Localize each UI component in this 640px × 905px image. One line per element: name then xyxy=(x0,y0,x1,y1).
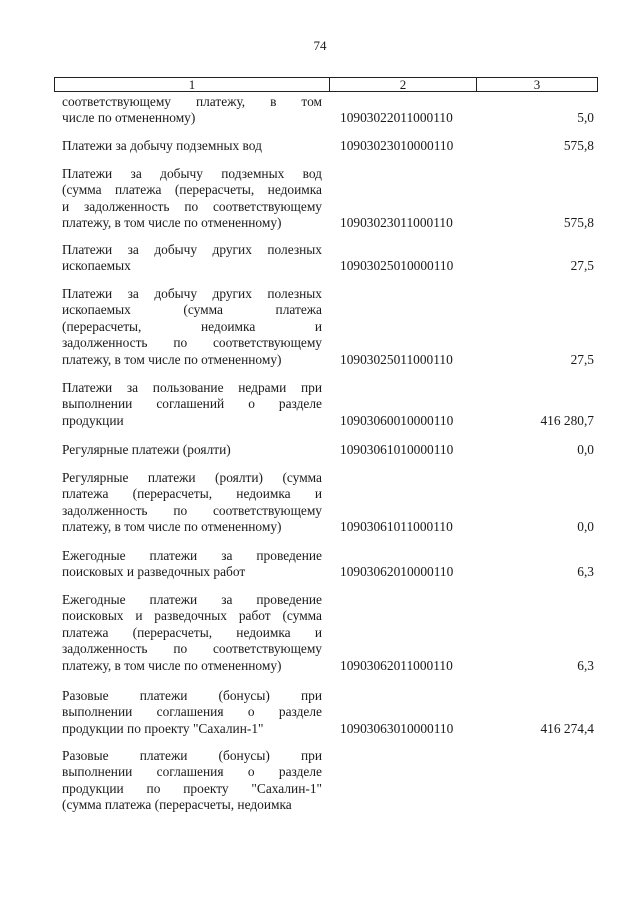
description-line: Регулярные платежи (роялти) xyxy=(62,442,231,457)
description-line: Разовые платежи (бонусы) при xyxy=(62,748,322,763)
row-description xyxy=(62,138,322,154)
description-line: соответствующему платежу, в том xyxy=(62,94,322,109)
header-col-1: 1 xyxy=(55,78,330,91)
row-amount: 5,0 xyxy=(577,110,594,126)
description-line: платежу, в том числе по отмененному) xyxy=(62,215,282,231)
description-line: задолженность по соответствующему xyxy=(62,641,322,657)
row-code: 10903061010000110 xyxy=(340,442,454,457)
description-line: (сумма платежа (перерасчеты, недоимка xyxy=(62,182,322,198)
row-description xyxy=(62,380,322,429)
row-description xyxy=(62,548,322,581)
row-description xyxy=(62,748,322,814)
description-line: Регулярные платежи (роялти) (сумма xyxy=(62,470,322,485)
description-line: Платежи за пользование недрами при xyxy=(62,380,322,395)
row-amount: 27,5 xyxy=(570,351,594,367)
row-code: 10903023011000110 xyxy=(340,215,453,231)
description-line: поисковых и разведочных работ (сумма xyxy=(62,608,322,624)
description-line: платежу, в том числе по отмененному) xyxy=(62,519,282,535)
description-line: (сумма платежа (перерасчеты, недоимка xyxy=(62,797,292,813)
description-line: платежа (перерасчеты, недоимка и xyxy=(62,624,322,640)
row-amount: 27,5 xyxy=(570,258,594,274)
description-line: числе по отмененному) xyxy=(62,110,196,126)
row-code: 10903062010000110 xyxy=(340,564,454,580)
description-line: Ежегодные платежи за проведение xyxy=(62,592,322,607)
row-description xyxy=(62,470,322,536)
table-header xyxy=(54,77,598,92)
row-code: 10903023010000110 xyxy=(340,138,454,153)
row-amount: 6,3 xyxy=(577,657,594,673)
header-col-3: 3 xyxy=(533,77,541,92)
row-description xyxy=(62,94,322,127)
description-line: продукции по проекту "Сахалин-1" xyxy=(62,720,264,736)
row-description xyxy=(62,286,322,368)
row-code: 10903063010000110 xyxy=(340,720,454,736)
row-code: 10903025010000110 xyxy=(340,258,454,274)
page-number: 74 xyxy=(313,38,327,53)
description-line: Ежегодные платежи за проведение xyxy=(62,548,322,563)
description-line: выполнении соглашения о разделе xyxy=(62,764,322,780)
row-amount: 6,3 xyxy=(577,564,594,580)
description-line: задолженность по соответствующему xyxy=(62,502,322,518)
row-amount: 575,8 xyxy=(563,215,594,231)
description-line: платежу, в том числе по отмененному) xyxy=(62,351,282,367)
description-line: платежа (перерасчеты, недоимка и xyxy=(62,486,322,502)
description-line: Платежи за добычу подземных вод xyxy=(62,166,322,181)
row-code: 10903061011000110 xyxy=(340,519,453,535)
row-code: 10903062011000110 xyxy=(340,657,453,673)
description-line: (перерасчеты, недоимка и xyxy=(62,318,322,334)
description-line: Разовые платежи (бонусы) при xyxy=(62,688,322,703)
row-code: 10903025011000110 xyxy=(340,351,453,367)
description-line: выполнении соглашений о разделе xyxy=(62,396,322,412)
description-line: Платежи за добычу других полезных xyxy=(62,242,322,257)
header-col-2: 2 xyxy=(330,78,477,91)
row-description xyxy=(62,442,322,458)
row-amount: 416 280,7 xyxy=(540,412,594,428)
description-line: выполнении соглашения о разделе xyxy=(62,704,322,720)
description-line: Платежи за добычу других полезных xyxy=(62,286,322,301)
row-description xyxy=(62,592,322,674)
row-amount: 416 274,4 xyxy=(540,720,594,736)
row-code: 10903022011000110 xyxy=(340,110,453,126)
description-line: задолженность по соответствующему xyxy=(62,335,322,351)
row-amount: 575,8 xyxy=(563,138,594,153)
description-line: и задолженность по соответствующему xyxy=(62,198,322,214)
row-description xyxy=(62,242,322,275)
row-description xyxy=(62,688,322,737)
row-description xyxy=(62,166,322,232)
description-line: поисковых и разведочных работ xyxy=(62,564,246,580)
row-amount: 0,0 xyxy=(577,442,594,457)
description-line: продукции по проекту "Сахалин-1" xyxy=(62,780,322,796)
row-code: 10903060010000110 xyxy=(340,412,454,428)
description-line: Платежи за добычу подземных вод xyxy=(62,138,262,153)
row-amount: 0,0 xyxy=(577,519,594,535)
description-line: ископаемых xyxy=(62,258,131,274)
description-line: продукции xyxy=(62,412,124,428)
description-line: ископаемых (сумма платежа xyxy=(62,302,322,318)
description-line: платежу, в том числе по отмененному) xyxy=(62,657,282,673)
